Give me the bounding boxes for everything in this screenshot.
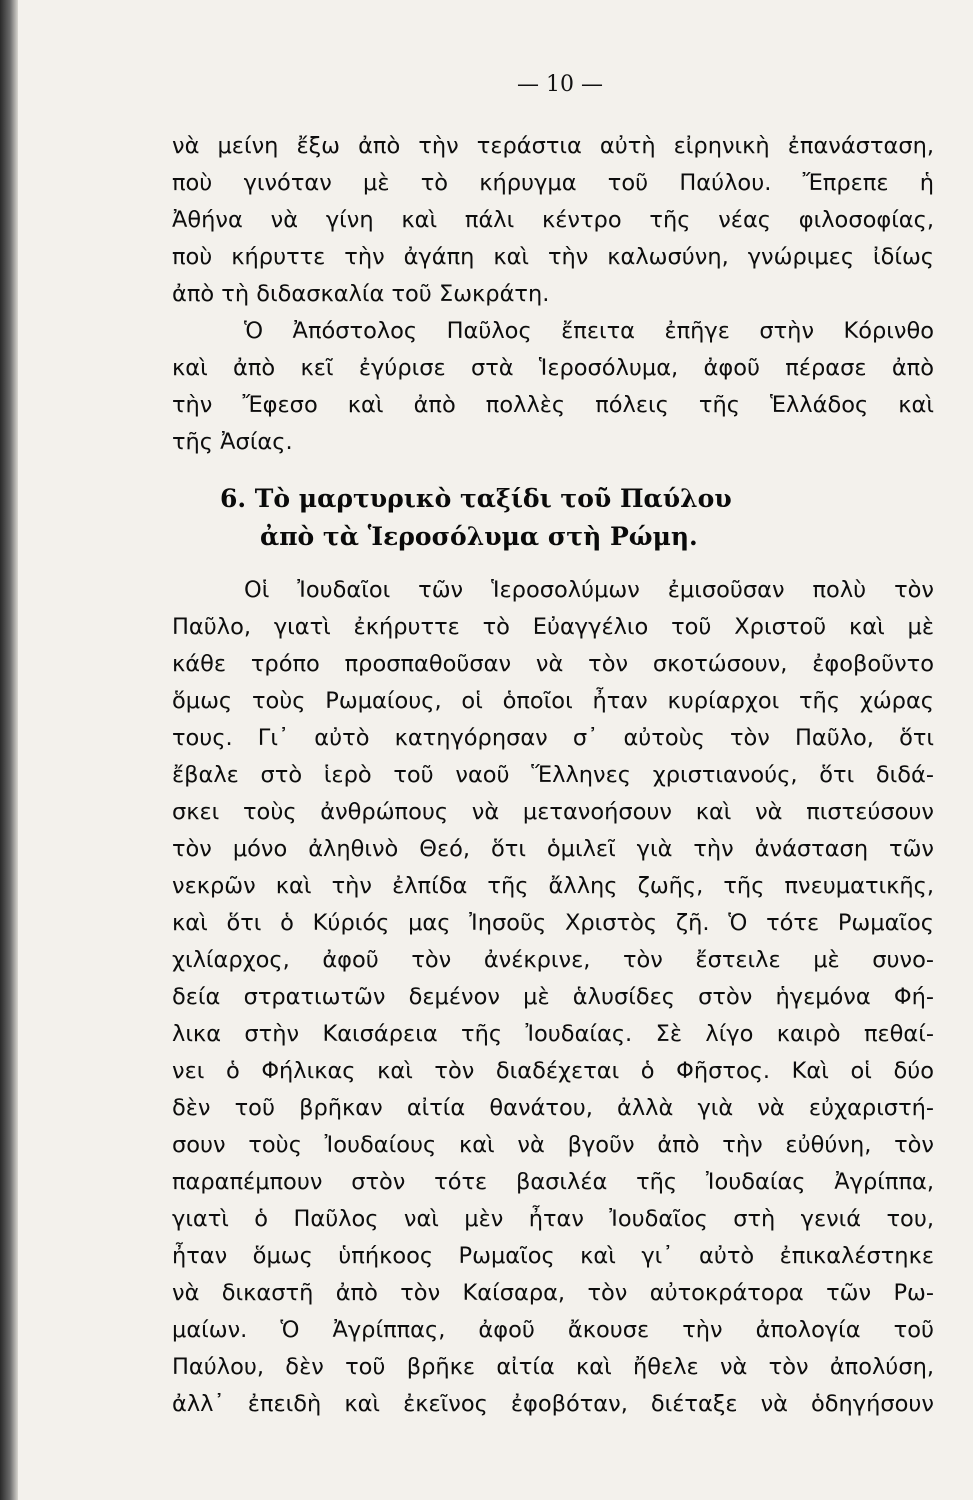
text-line: ἔβαλε στὸ ἱερὸ τοῦ ναοῦ Ἕλληνες χριστιανούς, ὅτι διδά- [172, 762, 934, 788]
text-line: καὶ ὅτι ὁ Κύριός μας Ἰησοῦς Χριστὸς ζῆ. Ὁ τότε Ρωμαῖος [172, 910, 934, 936]
text-line: τὴν Ἔφεσο καὶ ἀπὸ πολλὲς πόλεις τῆς Ἑλλάδος καὶ [172, 392, 934, 418]
text-line: Παύλου, δὲν τοῦ βρῆκε αἰτία καὶ ἤθελε νὰ τὸν ἀπολύση, [172, 1354, 934, 1380]
text-line: νεκρῶν καὶ τὴν ἐλπίδα τῆς ἄλλης ζωῆς, τῆς πνευματικῆς, [172, 873, 934, 899]
text-line: δεία στρατιωτῶν δεμένον μὲ ἁλυσίδες στὸν ἡγεμόνα Φή- [172, 984, 934, 1010]
book-spine-shadow [0, 0, 18, 1500]
paragraph-athens [172, 128, 934, 461]
text-line: Ὁ Ἀπόστολος Παῦλος ἔπειτα ἐπῆγε στὴν Κόρινθο [244, 318, 934, 344]
text-line: ἀπὸ τὴ διδασκαλία τοῦ Σωκράτη. [172, 281, 550, 307]
heading-line-2: ἀπὸ τὰ Ἱεροσόλυμα στὴ Ρώμη. [260, 522, 698, 551]
text-line: τους. Γι᾿ αὐτὸ κατηγόρησαν σ᾿ αὐτοὺς τὸν Παῦλο, ὅτι [172, 725, 934, 751]
text-line: ποὺ κήρυττε τὴν ἀγάπη καὶ τὴν καλωσύνη, γνώριμες ἰδίως [172, 244, 934, 270]
heading-line-1: 6. Τὸ μαρτυρικὸ ταξίδι τοῦ Παύλου [220, 484, 732, 513]
text-line: μαίων. Ὁ Ἀγρίππας, ἀφοῦ ἄκουσε τὴν ἀπολογία τοῦ [172, 1317, 934, 1343]
paragraph-journey [172, 572, 934, 1423]
text-line: Παῦλο, γιατὶ ἐκήρυττε τὸ Εὐαγγέλιο τοῦ Χριστοῦ καὶ μὲ [172, 614, 934, 640]
text-line: νει ὁ Φήλικας καὶ τὸν διαδέχεται ὁ Φῆστος. Καὶ οἱ δύο [172, 1058, 934, 1084]
text-line: ἦταν ὅμως ὑπήκοος Ρωμαῖος καὶ γι᾿ αὐτὸ ἐπικαλέστηκε [172, 1243, 934, 1269]
text-line: ὅμως τοὺς Ρωμαίους, οἱ ὁποῖοι ἦταν κυρίαρχοι τῆς χώρας [172, 688, 934, 714]
text-line: σουν τοὺς Ἰουδαίους καὶ νὰ βγοῦν ἀπὸ τὴν εὐθύνη, τὸν [172, 1132, 934, 1158]
text-line: ποὺ γινόταν μὲ τὸ κήρυγμα τοῦ Παύλου. Ἔπρεπε ἡ [172, 170, 934, 196]
text-line: νὰ μείνη ἔξω ἀπὸ τὴν τεράστια αὐτὴ εἰρηνικὴ ἐπανάσταση, [172, 133, 934, 159]
text-line: τὸν μόνο ἀληθινὸ Θεό, ὅτι ὁμιλεῖ γιὰ τὴν ἀνάσταση τῶν [172, 836, 934, 862]
text-line: Οἱ Ἰουδαῖοι τῶν Ἱεροσολύμων ἐμισοῦσαν πολὺ τὸν [244, 577, 934, 603]
text-line: καὶ ἀπὸ κεῖ ἐγύρισε στὰ Ἱεροσόλυμα, ἀφοῦ πέρασε ἀπὸ [172, 355, 934, 381]
text-line: παραπέμπουν στὸν τότε βασιλέα τῆς Ἰουδαίας Ἀγρίππα, [172, 1169, 934, 1195]
section-heading [220, 480, 870, 556]
page-number: — 10 — [517, 72, 603, 97]
text-line: γιατὶ ὁ Παῦλος ναὶ μὲν ἦταν Ἰουδαῖος στὴ γενιά του, [172, 1206, 934, 1232]
text-line: κάθε τρόπο προσπαθοῦσαν νὰ τὸν σκοτώσουν, ἐφοβοῦντο [172, 651, 934, 677]
text-line: νὰ δικαστῆ ἀπὸ τὸν Καίσαρα, τὸν αὐτοκράτορα τῶν Ρω- [172, 1280, 934, 1306]
text-line: λικα στὴν Καισάρεια τῆς Ἰουδαίας. Σὲ λίγο καιρὸ πεθαί- [172, 1021, 934, 1047]
text-line: χιλίαρχος, ἀφοῦ τὸν ἀνέκρινε, τὸν ἔστειλε μὲ συνο- [172, 947, 934, 973]
text-line: ἀλλ᾿ ἐπειδὴ καὶ ἐκεῖνος ἐφοβόταν, διέταξε νὰ ὁδηγήσουν [172, 1391, 934, 1417]
text-line: δὲν τοῦ βρῆκαν αἰτία θανάτου, ἀλλὰ γιὰ νὰ εὐχαριστή- [172, 1095, 934, 1121]
text-line: Ἀθήνα νὰ γίνη καὶ πάλι κέντρο τῆς νέας φιλοσοφίας, [172, 207, 934, 233]
text-line: σκει τοὺς ἀνθρώπους νὰ μετανοήσουν καὶ νὰ πιστεύσουν [172, 799, 934, 825]
text-line: τῆς Ἀσίας. [172, 429, 293, 455]
